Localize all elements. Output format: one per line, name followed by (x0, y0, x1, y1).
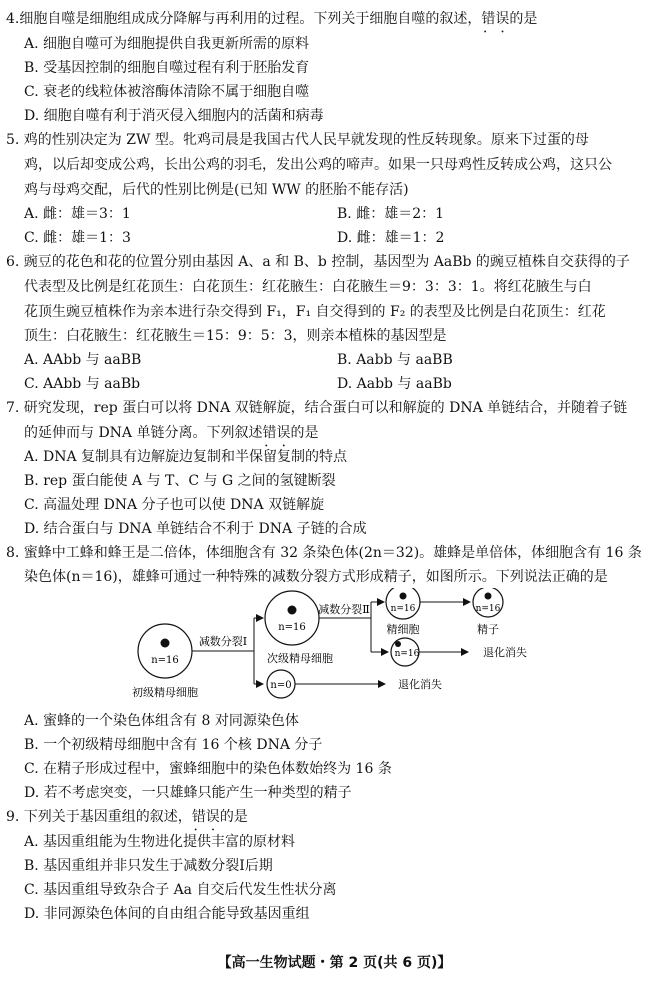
q5-option-b: B. 雌：雄＝2：1 (337, 206, 445, 222)
spermatid-label: n=16 (390, 604, 416, 614)
primary-cell (138, 624, 192, 678)
q9-emphasis: 错误 • • (192, 809, 220, 825)
sperm-label: n=16 (475, 604, 501, 614)
q4-option-b: B. 受基因控制的细胞自噬过程有利于胚胎发育 (24, 60, 310, 76)
q9-option-a: A. 基因重组能为生物进化提供丰富的原材料 (24, 834, 296, 850)
secondary-cell (265, 591, 319, 645)
q6-option-c: C. AAbb 与 aaBb (24, 376, 141, 392)
meiosis2-label: 减数分裂Ⅱ (318, 603, 370, 616)
q7-option-b: B. rep 蛋白能使 A 与 T、C 与 G 之间的氢键断裂 (24, 473, 336, 489)
q9-stem (6, 806, 248, 828)
q7-option-c: C. 高温处理 DNA 分子也可以使 DNA 双链解旋 (24, 497, 325, 513)
q9-stem-text: 9. 下列关于基因重组的叙述， (6, 809, 192, 825)
sperm-nucleus (485, 593, 492, 600)
small-cell-label: n=16 (394, 649, 420, 659)
q6-stem-line2: 代表型及比例是红花顶生：白花顶生：红花腋生：白花腋生＝9：3：3：1。将红花腋生与白 (24, 279, 592, 295)
q8-stem-line1: 8. 蜜蜂中工蜂和蜂王是二倍体，体细胞含有 32 条染色体(2n＝32)。雄蜂是单倍体，体细胞含有 16 条 (6, 545, 642, 561)
q9-stem-end: 的是 (219, 809, 248, 825)
secondary-caption: 次级精母细胞 (267, 652, 333, 665)
q4-emphasis: 错误 • • (481, 11, 509, 27)
degenerate-caption-2: 退化消失 (398, 678, 442, 691)
q6-option-b: B. Aabb 与 aaBB (337, 352, 453, 368)
degenerate-caption-1: 退化消失 (483, 646, 527, 659)
q4-option-a: A. 细胞自噬可为细胞提供自我更新所需的原料 (24, 36, 310, 52)
q4-option-d: D. 细胞自噬有利于消灭侵入细胞内的活菌和病毒 (24, 108, 324, 124)
q9-option-b: B. 基因重组并非只发生于减数分裂Ⅰ后期 (24, 858, 273, 874)
q7-option-a: A. DNA 复制具有边解旋边复制和半保留复制的特点 (24, 449, 348, 465)
q7-emphasis: 错误 • • (263, 425, 291, 441)
meiosis1-label: 减数分裂Ⅰ (198, 635, 248, 648)
q6-stem-line1: 6. 豌豆的花色和花的位置分别由基因 A、a 和 B、b 控制，基因型为 AaBb 的豌豆植株自交获得的子 (6, 254, 630, 270)
meiosis-diagram (120, 588, 540, 708)
spermatid-caption: 精细胞 (386, 623, 420, 636)
q7-stem-line2 (24, 422, 319, 444)
q8-option-c: C. 在精子形成过程中，蜜蜂细胞中的染色体数始终为 16 条 (24, 761, 392, 777)
q4-stem (6, 8, 537, 30)
q4-option-c: C. 衰老的线粒体被溶酶体清除不属于细胞自噬 (24, 84, 310, 100)
zero-cell-label: n=0 (270, 680, 292, 691)
q8-option-d: D. 若不考虑突变，一只雄蜂只能产生一种类型的精子 (24, 785, 352, 801)
spermatid-nucleus (400, 593, 407, 600)
q5-stem-line2: 鸡，以后却变成公鸡，长出公鸡的羽毛，发出公鸡的啼声。如果一只母鸡性反转成公鸡，这只公 (24, 157, 612, 173)
q8-stem-line2: 染色体(n＝16)，雄蜂可通过一种特殊的减数分裂方式形成精子，如图所示。下列说法正确的是 (24, 569, 608, 585)
page-footer: 【高一生物试题・第 2 页(共 6 页)】 (217, 955, 452, 971)
q6-option-d: D. Aabb 与 aaBb (337, 376, 452, 392)
q5-option-a: A. 雌：雄＝3：1 (24, 206, 131, 222)
secondary-cell-label: n=16 (278, 622, 306, 633)
q8-option-a: A. 蜜蜂的一个染色体组含有 8 对同源染色体 (24, 713, 299, 729)
q4-stem-end: 的是 (509, 11, 538, 27)
primary-caption: 初级精母细胞 (132, 686, 198, 699)
primary-cell-nucleus (161, 639, 170, 648)
q6-option-a: A. AAbb 与 aaBB (24, 352, 142, 368)
q4-stem-text: 4.细胞自噬是细胞组成成分降解与再利用的过程。下列关于细胞自噬的叙述， (6, 11, 482, 27)
q7-stem-line1: 7. 研究发现，rep 蛋白可以将 DNA 双链解旋，结合蛋白可以和解旋的 DNA 单链结合，并随着子链 (6, 400, 628, 416)
q9-option-d: D. 非同源染色体间的自由组合能导致基因重组 (24, 906, 310, 922)
q9-option-c: C. 基因重组导致杂合子 Aa 自交后代发生性状分离 (24, 882, 337, 898)
q7-stem-text: 的延伸而与 DNA 单链分离。下列叙述 (24, 425, 263, 441)
q6-stem-line3: 花顶生豌豆植株作为亲本进行杂交得到 F₁，F₁ 自交得到的 F₂ 的表型及比例是白花顶生：红花 (24, 304, 606, 320)
q5-stem-line1: 5. 鸡的性别决定为 ZW 型。牝鸡司晨是我国古代人民早就发现的性反转现象。原来下过蛋的母 (6, 132, 589, 148)
small-cell-nucleus (395, 641, 401, 647)
q7-stem-end: 的是 (290, 425, 319, 441)
primary-cell-label: n=16 (151, 655, 179, 666)
q5-stem-line3: 鸡与母鸡交配，后代的性别比例是(已知 WW 的胚胎不能存活) (24, 182, 409, 198)
secondary-cell-nucleus (288, 606, 297, 615)
q5-option-d: D. 雌：雄＝1：2 (337, 230, 445, 246)
q5-option-c: C. 雌：雄＝1：3 (24, 230, 131, 246)
sperm-caption: 精子 (477, 623, 499, 636)
q7-option-d: D. 结合蛋白与 DNA 单链结合不利于 DNA 子链的合成 (24, 521, 367, 537)
q8-option-b: B. 一个初级精母细胞中含有 16 个核 DNA 分子 (24, 737, 323, 753)
q6-stem-line4: 顶生：白花腋生：红花腋生＝15：9：5：3，则亲本植株的基因型是 (24, 328, 447, 344)
